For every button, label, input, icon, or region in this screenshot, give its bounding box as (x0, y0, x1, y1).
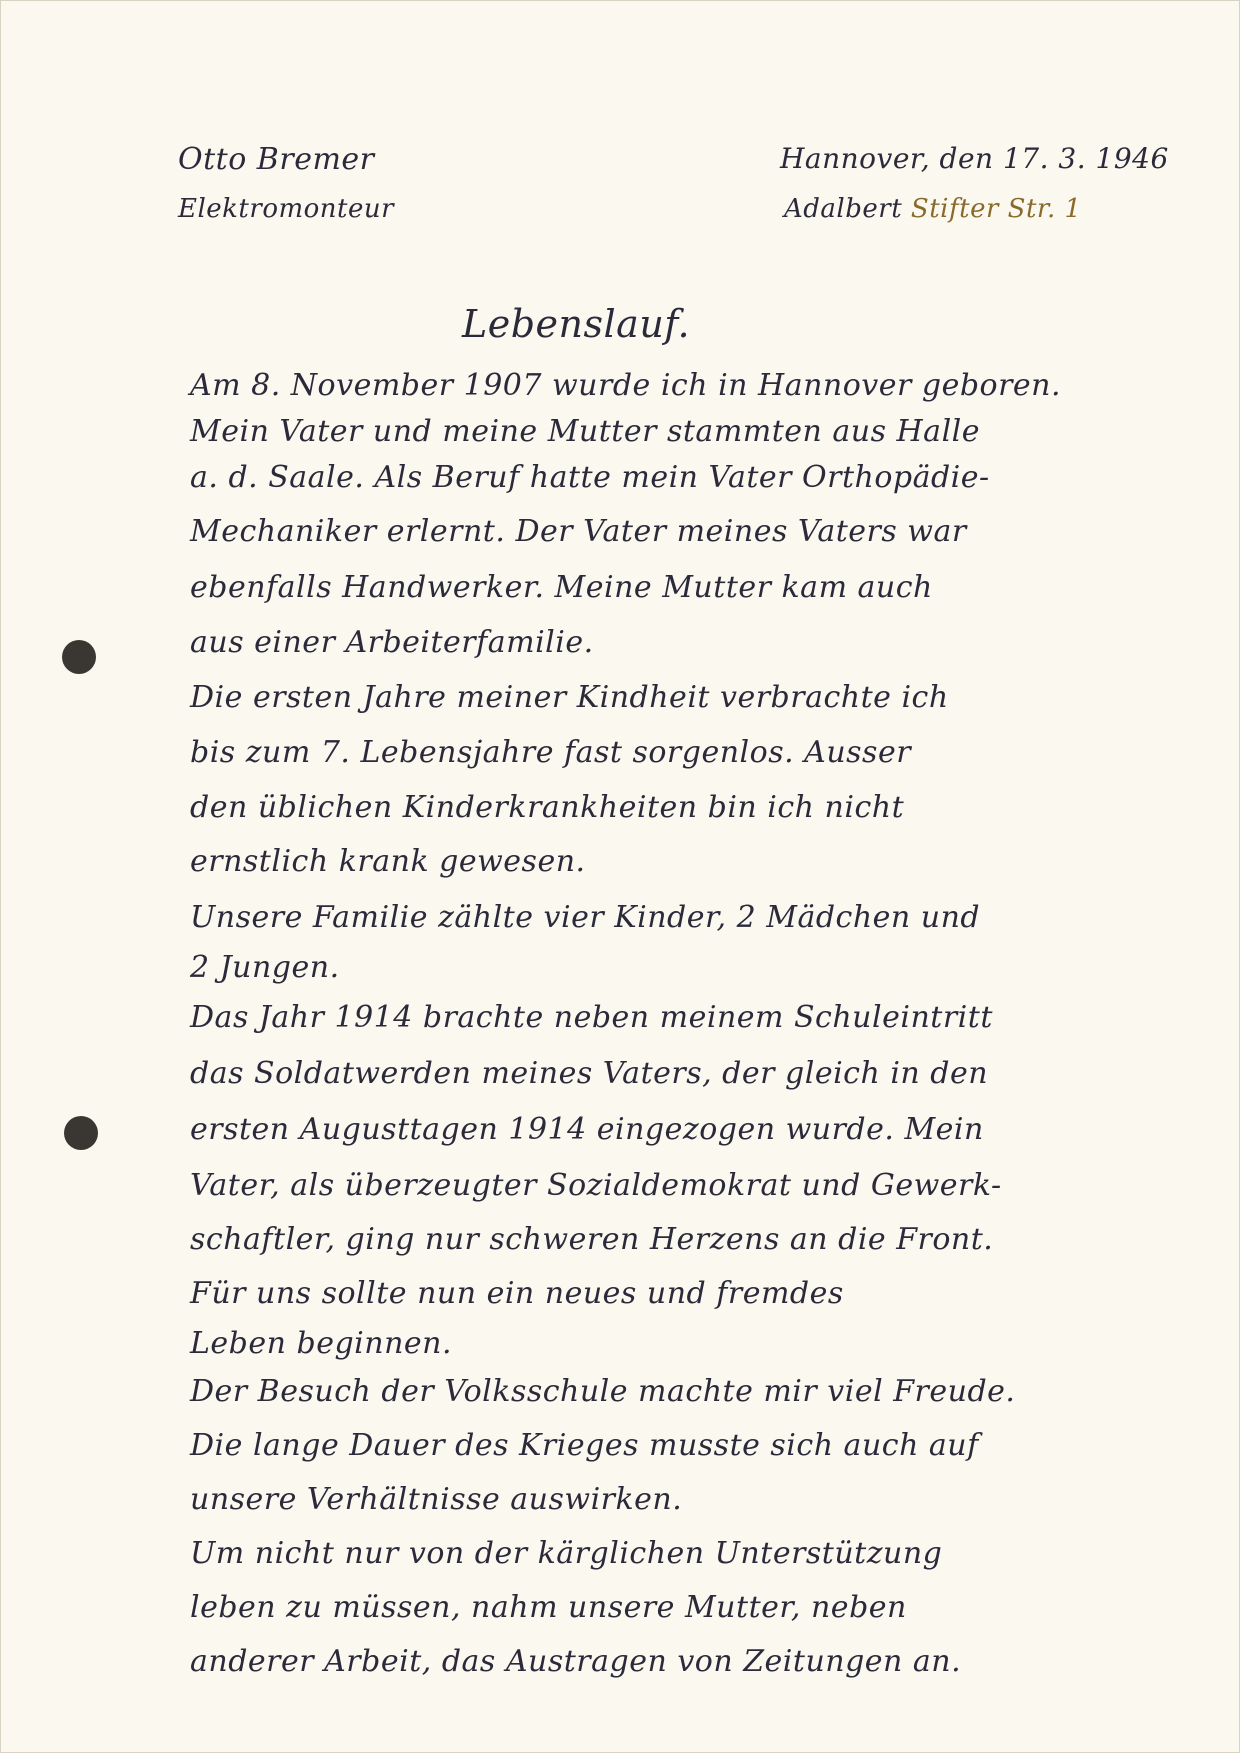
text-line: Für uns sollte nun ein neues und fremdes (190, 1276, 844, 1311)
text-line: Am 8. November 1907 wurde ich in Hannover geboren. (190, 368, 1062, 403)
text-line: ebenfalls Handwerker. Meine Mutter kam auch (190, 570, 933, 605)
place-date: Hannover, den 17. 3. 1946 (780, 142, 1169, 175)
author-occupation: Elektromonteur (178, 194, 395, 224)
author-name: Otto Bremer (178, 142, 375, 177)
text-line: Vater, als überzeugter Sozialdemokrat und Gewerk- (190, 1168, 1002, 1203)
text-line: Leben beginnen. (190, 1326, 453, 1361)
address-part2: Stifter Str. 1 (910, 194, 1082, 224)
text-line: ernstlich krank gewesen. (190, 844, 586, 879)
text-line: Die lange Dauer des Krieges musste sich auch auf (190, 1428, 979, 1463)
text-line: anderer Arbeit, das Austragen von Zeitungen an. (190, 1644, 962, 1679)
address (784, 194, 1082, 224)
text-line: ersten Augusttagen 1914 eingezogen wurde. Mein (190, 1112, 984, 1147)
address-part1: Adalbert (784, 194, 903, 224)
text-line: 2 Jungen. (190, 950, 340, 985)
text-line: das Soldatwerden meines Vaters, der gleich in den (190, 1056, 989, 1091)
text-line: bis zum 7. Lebensjahre fast sorgenlos. Ausser (190, 735, 912, 770)
text-line: schaftler, ging nur schweren Herzens an die Front. (190, 1222, 994, 1257)
text-line: Unsere Familie zählte vier Kinder, 2 Mädchen und (190, 900, 981, 935)
text-line: Die ersten Jahre meiner Kindheit verbrachte ich (190, 680, 949, 715)
punch-hole-top (62, 640, 96, 674)
text-line: Mechaniker erlernt. Der Vater meines Vaters war (190, 514, 967, 549)
text-line: den üblichen Kinderkrankheiten bin ich nicht (190, 790, 905, 825)
text-line: Das Jahr 1914 brachte neben meinem Schuleintritt (190, 1000, 993, 1035)
punch-hole-bottom (64, 1116, 98, 1150)
text-line: Mein Vater und meine Mutter stammten aus Halle (190, 414, 981, 449)
text-line: aus einer Arbeiterfamilie. (190, 625, 594, 660)
text-line: unsere Verhältnisse auswirken. (190, 1482, 683, 1517)
text-line: leben zu müssen, nahm unsere Mutter, neben (190, 1590, 907, 1625)
text-line: Um nicht nur von der kärglichen Unterstützung (190, 1536, 943, 1571)
document-title: Lebenslauf. (462, 302, 691, 346)
text-line: Der Besuch der Volksschule machte mir viel Freude. (190, 1374, 1016, 1409)
text-line: a. d. Saale. Als Beruf hatte mein Vater Orthopädie- (190, 460, 990, 495)
